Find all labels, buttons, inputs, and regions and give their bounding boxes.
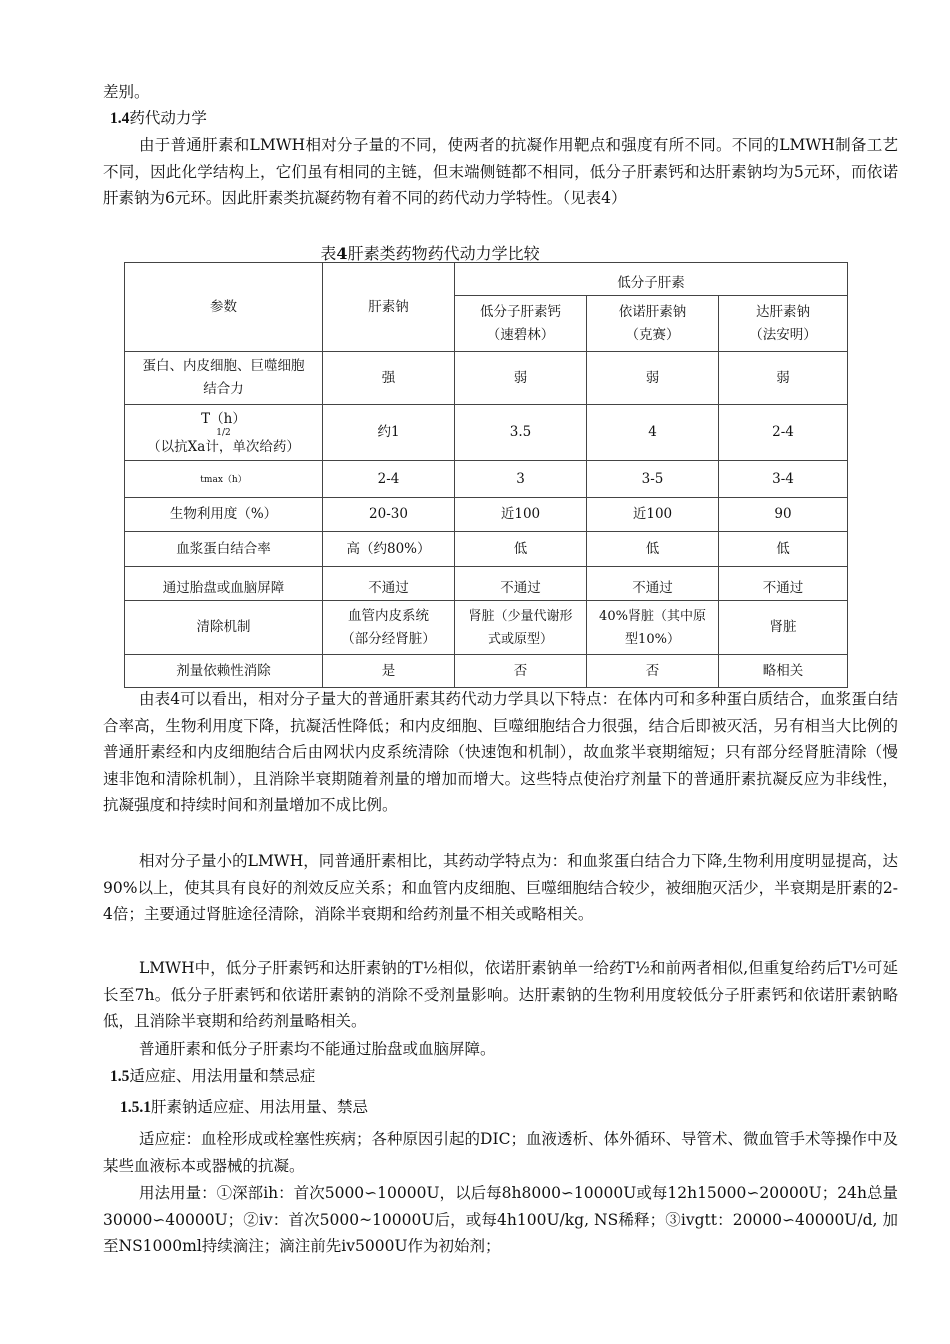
section-number: 1.5.1 <box>120 1099 151 1116</box>
table-row <box>125 405 848 461</box>
row-label: 清除机制 <box>125 601 323 655</box>
table-cell: 不通过 <box>719 567 848 601</box>
paragraph-lmwh-halflife: LMWH中，低分子肝素钙和达肝素钠的T½相似，依诺肝素钠单一给药T½和前两者相似,但重复给药后T½可延长至7h。低分子肝素钙和依诺肝素钠的消除不受剂量影响。达肝素钠的生物利用度较低分子肝素钙和依诺肝素钠略低，且消除半衰期和给药剂量略相关。 <box>103 959 898 1030</box>
paragraph-dosage: 用法用量：①深部ih：首次5000∽10000U，以后每8h8000∽10000U或每12h15000∽20000U；24h总量30000∽40000U；②iv：首次5000~10000U后，或每4h100U/kg, NS稀释；③ivgtt：20000∽40000U/d, 加至NS1000ml持续滴注；滴注前先iv5000U作为初始剂； <box>103 1184 898 1255</box>
section-title: 肝素钠适应症、用法用量、禁忌 <box>151 1098 369 1116</box>
row-label: 血浆蛋白结合率 <box>125 532 323 567</box>
table-cell: 不通过 <box>455 567 587 601</box>
table-cell: 3.5 <box>455 405 587 461</box>
row-label: T（h） 1/2 （以抗Xa计，单次给药） <box>125 405 323 461</box>
row-label: 通过胎盘或血脑屏障 <box>125 567 323 601</box>
table-cell: 3-5 <box>587 461 719 498</box>
paragraph-indications: 适应症：血栓形成或栓塞性疾病；各种原因引起的DIC；血液透析、体外循环、导管术、微血管手术等操作中及某些血液标本或器械的抗凝。 <box>103 1130 898 1175</box>
row-label: 剂量依赖性消除 <box>125 655 323 688</box>
paragraph-pharmacokinetics-intro: 由于普通肝素和LMWH相对分子量的不同，使两者的抗凝作用靶点和强度有所不同。不同的LMWH制备工艺不同，因此化学结构上，它们虽有相同的主链，但末端侧链都不相同，低分子肝素钙和达肝素钠均为5元环，而依诺肝素钠为6元环。因此肝素类抗凝药物有着不同的药代动力学特性。（见表4） <box>103 136 898 207</box>
section-1-5-heading <box>110 1066 315 1087</box>
table-cell: 高（约80%） <box>323 532 455 567</box>
paragraph-lmwh-pk: 相对分子量小的LMWH，同普通肝素相比，其药动学特点为：和血浆蛋白结合力下降,生物利用度明显提高，达90%以上，使其具有良好的剂效反应关系；和血管内皮细胞、巨噬细胞结合较少，被细胞灭活少，半衰期是肝素的2-4倍；主要通过肾脏途径清除，消除半衰期和给药剂量不相关或略相关。 <box>103 852 898 923</box>
table-cell: 否 <box>455 655 587 688</box>
table-cell: 近100 <box>587 498 719 532</box>
table-cell: 强 <box>323 352 455 405</box>
table-cell: 低 <box>455 532 587 567</box>
table-cell: 否 <box>587 655 719 688</box>
table-row <box>125 655 848 688</box>
table-cell: 3 <box>455 461 587 498</box>
header-heparin-sodium: 肝素钠 <box>323 263 455 352</box>
row-label: 蛋白、内皮细胞、巨噬细胞 结合力 <box>125 352 323 405</box>
header-dalteparin: 达肝素钠 （法安明） <box>719 296 848 352</box>
table-cell: 近100 <box>455 498 587 532</box>
section-1-5-1-heading <box>120 1097 368 1118</box>
table-row <box>125 567 848 601</box>
table-cell: 约1 <box>323 405 455 461</box>
header-nadroparin: 低分子肝素钙 （速碧林） <box>455 296 587 352</box>
table-row <box>125 532 848 567</box>
table-cell: 不通过 <box>323 567 455 601</box>
table-row <box>125 461 848 498</box>
table-cell: 弱 <box>719 352 848 405</box>
table-cell: 肾脏（少量代谢形 式或原型） <box>455 601 587 655</box>
table-cell: 略相关 <box>719 655 848 688</box>
intro-tail: 差别。 <box>103 83 150 101</box>
paragraph-heparin-pk: 由表4可以看出，相对分子量大的普通肝素其药代动力学具以下特点：在体内可和多种蛋白质结合，血浆蛋白结合率高，生物利用度下降，抗凝活性降低；和内皮细胞、巨噬细胞结合力很强，结合后即被灭活，另有相当大比例的普通肝素经和内皮细胞结合后由网状内皮系统清除（快速饱和机制），故血浆半衰期缩短；只有部分经肾脏清除（慢速非饱和清除机制），且消除半衰期随着剂量的增加而增大。这些特点使治疗剂量下的普通肝素抗凝反应为非线性，抗凝强度和持续时间和剂量增加不成比例。 <box>103 690 898 814</box>
row-label: tmax（h） <box>125 461 323 498</box>
table-cell: 40%肾脏（其中原 型10%） <box>587 601 719 655</box>
table-cell: 低 <box>719 532 848 567</box>
table-number: 4 <box>336 244 348 263</box>
row-label: 生物利用度（%） <box>125 498 323 532</box>
table-cell: 3-4 <box>719 461 848 498</box>
table-cell: 是 <box>323 655 455 688</box>
table-cell: 肾脏 <box>719 601 848 655</box>
section-number: 1.4 <box>110 110 130 127</box>
table-cell: 不通过 <box>587 567 719 601</box>
table-cell: 血管内皮系统 （部分经肾脏） <box>323 601 455 655</box>
table-row <box>125 498 848 532</box>
section-1-4-heading <box>110 108 207 129</box>
table-cell: 2-4 <box>323 461 455 498</box>
section-title: 药代动力学 <box>129 109 207 127</box>
section-title: 适应症、用法用量和禁忌症 <box>129 1067 316 1085</box>
table-cell: 低 <box>587 532 719 567</box>
table-caption <box>0 244 860 264</box>
table-row <box>125 601 848 655</box>
pharmacokinetics-table <box>124 262 848 688</box>
table-cell: 4 <box>587 405 719 461</box>
table-header-row <box>125 263 848 296</box>
table-cell: 弱 <box>455 352 587 405</box>
table-cell: 90 <box>719 498 848 532</box>
section-number: 1.5 <box>110 1068 130 1085</box>
table-caption-prefix: 表 <box>320 244 337 263</box>
table-cell: 2-4 <box>719 405 848 461</box>
table-row <box>125 352 848 405</box>
header-enoxaparin: 依诺肝素钠 （克赛） <box>587 296 719 352</box>
header-param: 参数 <box>125 263 323 352</box>
table-cell: 20-30 <box>323 498 455 532</box>
table-cell: 弱 <box>587 352 719 405</box>
paragraph-placenta: 普通肝素和低分子肝素均不能通过胎盘或血脑屏障。 <box>139 1040 496 1058</box>
table-caption-text: 肝素类药物药代动力学比较 <box>347 244 540 263</box>
header-lmwh: 低分子肝素 <box>455 263 848 296</box>
